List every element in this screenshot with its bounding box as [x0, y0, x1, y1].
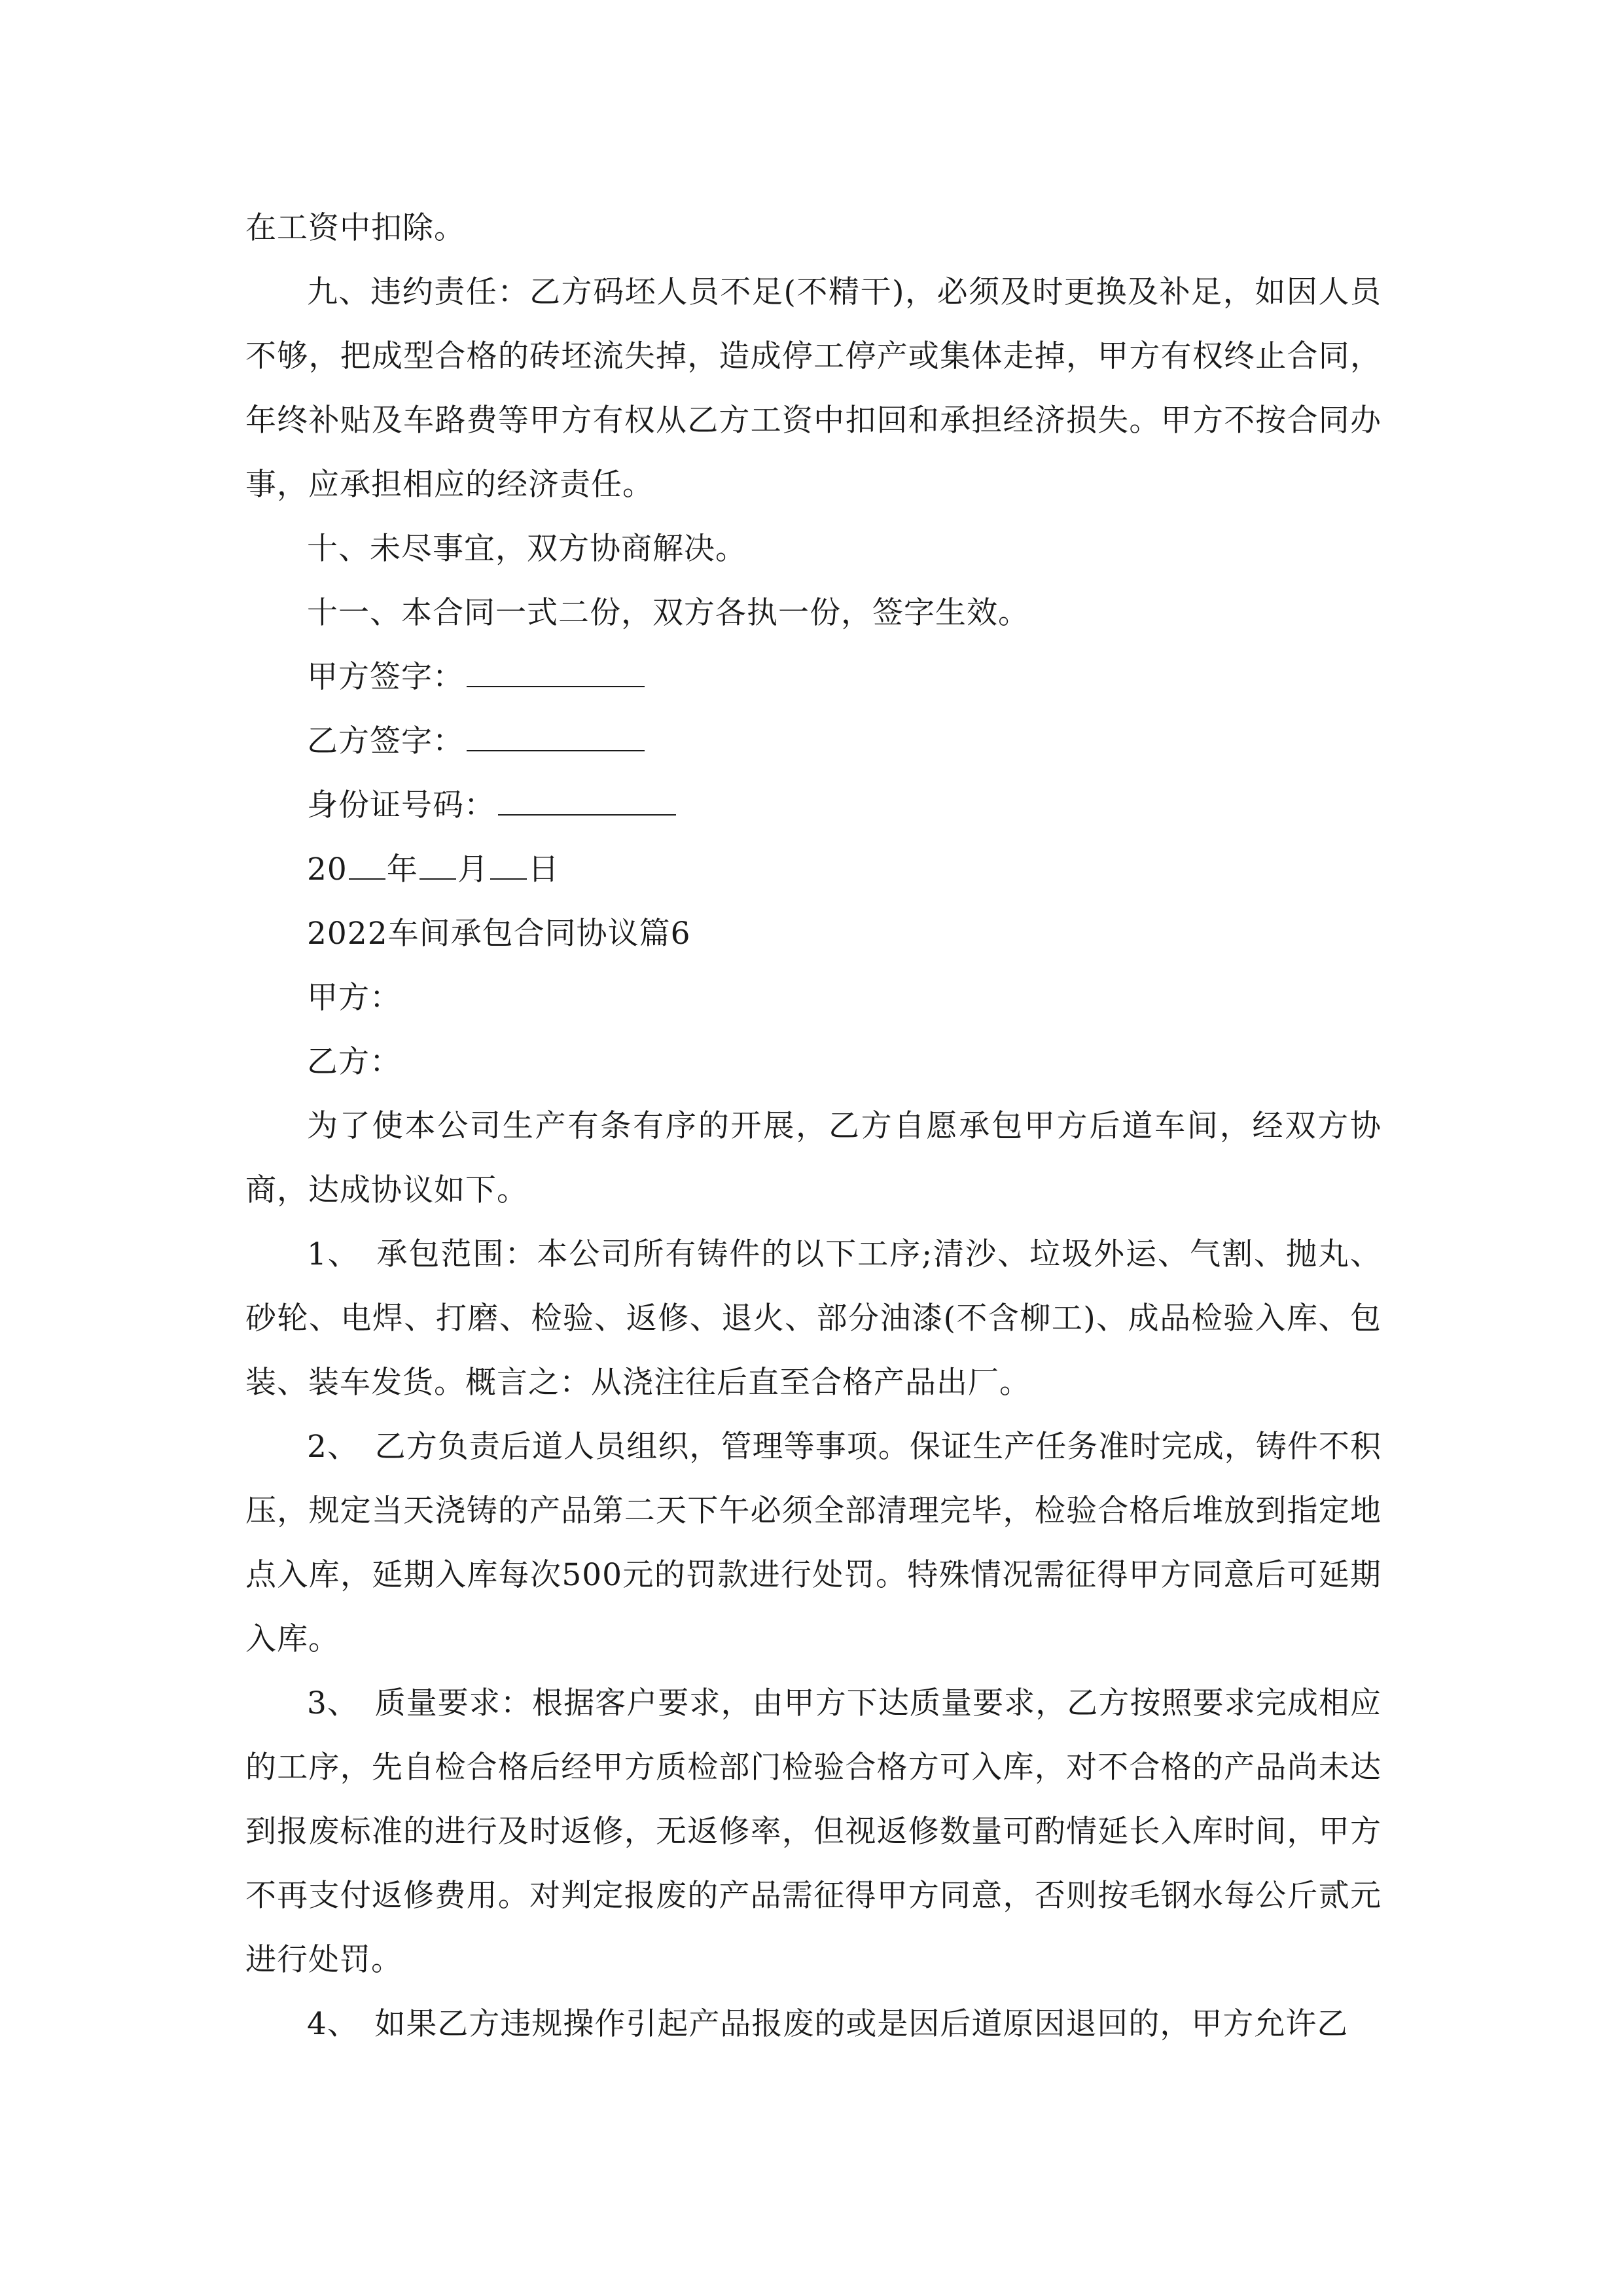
party-b-label: 乙方： [307, 1044, 401, 1080]
clause-2-responsibility: 2、 乙方负责后道人员组织，管理等事项。保证生产任务准时完成，铸件不积压，规定当天浇铸的产品第二天下午必须全部清理完毕，检验合格后堆放到指定地点入库，延期入库每次500元的罚款进行处罚。特殊情况需征得甲方同意后可延期入库。 [245, 1429, 1382, 1657]
party-a-signature-label: 甲方签字： [307, 659, 464, 695]
date-day-label: 日 [527, 852, 560, 888]
paragraph-continuation: 在工资中扣除。 [245, 210, 465, 246]
party-a-label: 甲方： [307, 980, 401, 1016]
party-b-signature-blank [467, 721, 645, 751]
id-number-line [245, 774, 1382, 838]
date-line [245, 838, 1382, 902]
id-number-blank [498, 785, 676, 816]
preamble-paragraph: 为了使本公司生产有条有序的开展，乙方自愿承包甲方后道车间，经双方协商，达成协议如下。 [245, 1108, 1382, 1208]
date-prefix: 20 [307, 852, 348, 888]
section-title: 2022车间承包合同协议篇6 [307, 916, 691, 952]
day-blank [490, 850, 527, 880]
clause-4-violation: 4、 如果乙方违规操作引起产品报废的或是因后道原因退回的，甲方允许乙 [307, 2006, 1349, 2042]
year-blank [349, 850, 385, 880]
date-year-label: 年 [386, 852, 418, 888]
clause-1-scope: 1、 承包范围：本公司所有铸件的以下工序;清沙、垃圾外运、气割、抛丸、砂轮、电焊、打磨、检验、返修、退火、部分油漆(不含柳工)、成品检验入库、包装、装车发货。概言之：从浇注往后直至合格产品出厂。 [245, 1236, 1382, 1401]
party-a-signature-line [245, 645, 1382, 709]
document-body [245, 196, 1382, 2056]
party-b-signature-label: 乙方签字： [307, 723, 464, 759]
party-b-signature-line [245, 709, 1382, 774]
clause-9-breach-liability: 九、违约责任：乙方码坯人员不足(不精干)，必须及时更换及补足，如因人员不够，把成型合格的砖坯流失掉，造成停工停产或集体走掉，甲方有权终止合同，年终补贴及车路费等甲方有权从乙方工资中扣回和承担经济损失。甲方不按合同办事，应承担相应的经济责任。 [245, 274, 1382, 503]
date-month-label: 月 [457, 852, 489, 888]
clause-10-unresolved-matters: 十、未尽事宜，双方协商解决。 [307, 531, 747, 567]
month-blank [419, 850, 456, 880]
id-number-label: 身份证号码： [307, 787, 495, 823]
clause-3-quality: 3、 质量要求：根据客户要求，由甲方下达质量要求，乙方按照要求完成相应的工序，先自检合格后经甲方质检部门检验合格方可入库，对不合格的产品尚未达到报废标准的进行及时返修，无返修率，但视返修数量可酌情延长入库时间，甲方不再支付返修费用。对判定报废的产品需征得甲方同意，否则按毛钢水每公斤贰元进行处罚。 [245, 1685, 1382, 1978]
party-a-signature-blank [467, 657, 645, 687]
clause-11-copies: 十一、本合同一式二份，双方各执一份，签字生效。 [307, 595, 1029, 631]
